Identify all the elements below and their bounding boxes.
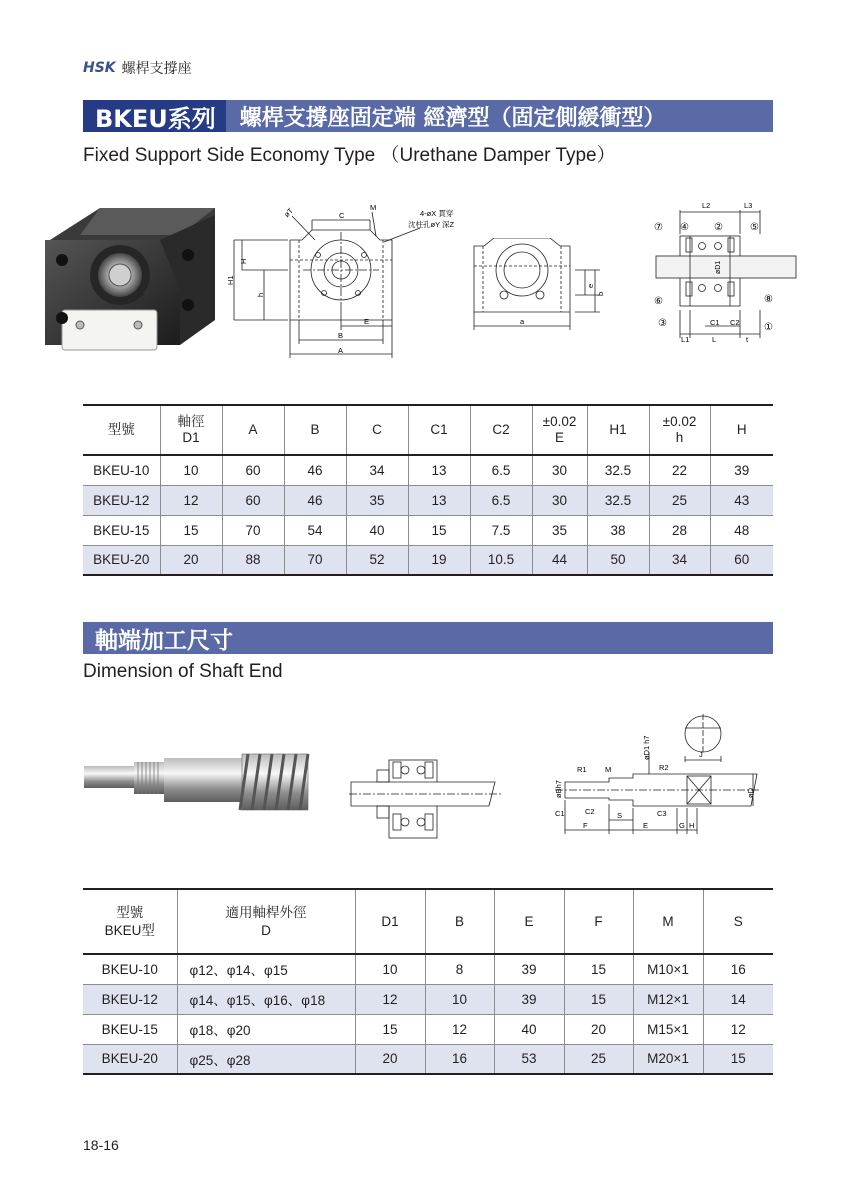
dim-C3-label: C3	[657, 809, 667, 818]
value-cell: 15	[564, 954, 633, 984]
dim-h-label: h	[256, 292, 265, 297]
value-cell: 12	[730, 1021, 746, 1037]
value-cell: 14	[703, 984, 773, 1014]
value-cell: 10.5	[470, 545, 532, 575]
value-cell: 70	[284, 545, 346, 575]
shaft-assembly-drawing	[345, 752, 505, 847]
dim-Bh7-label: øBh7	[554, 780, 563, 798]
model-cell: BKEU-12	[83, 984, 177, 1014]
value-cell: M15×1	[633, 1014, 703, 1044]
value-cell: φ14、φ15、φ16、φ18	[177, 984, 355, 1014]
dim-H-shaft-label: H	[689, 821, 695, 830]
value-cell: 6.5	[470, 455, 532, 485]
table-row	[83, 515, 773, 545]
value-cell: 15	[408, 515, 470, 545]
dim-e-label: e	[586, 283, 595, 288]
column-header: ±0.02 E	[532, 405, 587, 455]
value-cell: 7.5	[470, 515, 532, 545]
column-header: B	[425, 889, 494, 954]
value-cell: 32.5	[587, 455, 649, 485]
callout-5: ⑤	[750, 222, 759, 233]
callout-6: ⑥	[654, 296, 663, 307]
column-header: B	[284, 405, 346, 455]
header-brand	[83, 58, 192, 78]
value-cell: 12	[160, 485, 222, 515]
value-cell: 15	[564, 984, 633, 1014]
table-header-row	[83, 405, 773, 455]
dim-C2-label: C2	[730, 318, 740, 327]
dim-Y-label: 沈柱孔øY 深Z	[408, 220, 455, 229]
table-row	[83, 1044, 773, 1074]
column-header: D1	[355, 889, 425, 954]
value-cell: 25	[564, 1044, 633, 1074]
callout-4: ④	[680, 222, 689, 233]
value-cell: 13	[408, 485, 470, 515]
dim-E-shaft-label: E	[643, 821, 649, 830]
value-cell: 6.5	[470, 485, 532, 515]
column-header: ±0.02 h	[649, 405, 710, 455]
value-cell: 20	[564, 1014, 633, 1044]
table-row	[83, 1014, 773, 1044]
model-cell: BKEU-10	[83, 455, 160, 485]
value-cell: 30	[532, 485, 587, 515]
value-cell: 12	[425, 1014, 494, 1044]
value-cell: 40	[346, 515, 408, 545]
table-header-row	[83, 889, 773, 954]
value-cell: 15	[703, 1044, 773, 1074]
dim-F-label: F	[583, 821, 588, 830]
dim-t-label: t	[746, 335, 749, 344]
column-header: F	[564, 889, 633, 954]
value-cell: 28	[649, 515, 710, 545]
dim-M-shaft-label: M	[605, 765, 612, 774]
bottom-view-drawing	[470, 238, 610, 333]
column-header: C2	[470, 405, 532, 455]
value-cell: 19	[408, 545, 470, 575]
table-row	[83, 545, 773, 575]
brand-text: 螺桿支撐座	[121, 61, 192, 77]
value-cell: 34	[649, 545, 710, 575]
value-cell: φ18、φ20	[177, 1014, 355, 1044]
model-cell: BKEU-12	[83, 485, 160, 515]
section-title-bar	[83, 622, 773, 654]
column-header: 適用軸桿外徑 D	[177, 889, 355, 954]
dim-H1-label: H1	[226, 275, 235, 285]
table-row	[83, 455, 773, 485]
value-cell: 60	[222, 485, 284, 515]
value-cell: 16	[730, 961, 746, 977]
dim-S-label: S	[617, 811, 623, 820]
value-cell: 53	[494, 1044, 564, 1074]
value-cell: 88	[222, 545, 284, 575]
value-cell: 15	[355, 1014, 425, 1044]
dim-L-label: L	[712, 335, 717, 344]
column-header: 型號	[83, 405, 160, 455]
value-cell: M10×1	[633, 954, 703, 984]
column-header: 型號 BKEU型	[83, 889, 177, 954]
value-cell: 38	[587, 515, 649, 545]
value-cell: 22	[649, 455, 710, 485]
series-code: BKEU系列	[83, 100, 226, 132]
dim-C2-shaft-label: C2	[585, 807, 595, 816]
dim-A-label: A	[338, 346, 344, 355]
dim-D-label: øD	[746, 788, 755, 798]
value-cell: 46	[284, 485, 346, 515]
model-cell: BKEU-10	[83, 954, 177, 984]
column-header: H	[736, 422, 747, 437]
dim-L2-label: L2	[702, 201, 711, 210]
dim-H-label: H	[239, 258, 248, 264]
value-cell: φ25、φ28	[177, 1044, 355, 1074]
dim-J-label: J	[699, 750, 703, 759]
callout-8: ⑧	[764, 294, 773, 305]
column-header: C1	[408, 405, 470, 455]
value-cell: 44	[532, 545, 587, 575]
series-title-en: Fixed Support Side Economy Type （Urethane Damper Type）	[83, 145, 616, 166]
value-cell: 20	[160, 545, 222, 575]
ball-screw-photo	[82, 752, 312, 812]
value-cell: 39	[494, 954, 564, 984]
column-header: E	[494, 889, 564, 954]
table-row	[83, 485, 773, 515]
value-cell: 12	[355, 984, 425, 1014]
value-cell: 35	[532, 515, 587, 545]
section-title-cn: 軸端加工尺寸	[95, 627, 233, 654]
table-row	[83, 984, 773, 1014]
value-cell: M12×1	[633, 984, 703, 1014]
callout-3: ③	[658, 318, 667, 329]
value-cell: 30	[532, 455, 587, 485]
shaft-end-spec-table	[83, 888, 773, 1075]
value-cell: 10	[355, 954, 425, 984]
value-cell: 16	[425, 1044, 494, 1074]
shaft-end-dimension-drawing	[545, 712, 765, 840]
value-cell: 48	[734, 522, 750, 538]
dim-B-label: B	[338, 331, 344, 340]
value-cell: 54	[284, 515, 346, 545]
column-header: C	[346, 405, 408, 455]
value-cell: 34	[346, 455, 408, 485]
value-cell: 15	[160, 515, 222, 545]
support-unit-spec-table	[83, 404, 773, 576]
value-cell: 32.5	[587, 485, 649, 515]
page-number: 18-16	[83, 1137, 119, 1153]
value-cell: M20×1	[633, 1044, 703, 1074]
value-cell: 50	[587, 545, 649, 575]
value-cell: 8	[425, 954, 494, 984]
table-row	[83, 954, 773, 984]
callout-7: ⑦	[654, 222, 663, 233]
dim-C-label: C	[339, 211, 345, 220]
value-cell: 20	[355, 1044, 425, 1074]
value-cell: 43	[710, 485, 773, 515]
value-cell: 46	[284, 455, 346, 485]
value-cell: 40	[494, 1014, 564, 1044]
dim-R1-label: R1	[577, 765, 587, 774]
dim-D1h7-label: øD1 h7	[642, 735, 651, 760]
section-title-en: Dimension of Shaft End	[83, 661, 283, 682]
model-cell: BKEU-20	[83, 545, 160, 575]
dim-R2-label: R2	[659, 763, 669, 772]
front-view-drawing	[220, 198, 470, 363]
dim-C1-shaft-label: C1	[555, 809, 565, 818]
value-cell: 60	[222, 455, 284, 485]
dim-G-label: G	[679, 821, 685, 830]
value-cell: 39	[494, 984, 564, 1014]
column-header: S	[733, 913, 743, 929]
value-cell: 13	[408, 455, 470, 485]
dim-M-label: M	[370, 203, 377, 212]
callout-2: ②	[714, 222, 723, 233]
model-cell: BKEU-15	[83, 1014, 177, 1044]
value-cell: φ12、φ14、φ15	[177, 954, 355, 984]
value-cell: 10	[425, 984, 494, 1014]
model-cell: BKEU-15	[83, 515, 160, 545]
title-bar	[83, 100, 773, 132]
value-cell: 35	[346, 485, 408, 515]
column-header: M	[633, 889, 703, 954]
dim-a-label: a	[520, 317, 525, 326]
dim-D1-label: øD1	[715, 260, 722, 274]
support-unit-photo	[40, 200, 220, 360]
value-cell: 52	[346, 545, 408, 575]
model-cell: BKEU-20	[83, 1044, 177, 1074]
value-cell: 60	[710, 545, 773, 575]
dim-T-label: øT	[282, 206, 296, 220]
dim-E-label: E	[364, 317, 370, 326]
column-header: H1	[587, 405, 649, 455]
value-cell: 10	[160, 455, 222, 485]
brand-logo: HSK	[83, 60, 116, 76]
dim-L1-label: L1	[681, 335, 690, 344]
dim-b-label: b	[596, 291, 605, 296]
dim-L3-label: L3	[744, 201, 753, 210]
column-header: A	[222, 405, 284, 455]
dim-X-label: 4-øX 貫穿	[420, 209, 454, 218]
value-cell: 70	[222, 515, 284, 545]
column-header: 軸徑 D1	[160, 405, 222, 455]
value-cell: 25	[649, 485, 710, 515]
series-title-cn: 螺桿支撐座固定端 經濟型（固定側緩衝型）	[239, 105, 666, 131]
value-cell: 39	[734, 462, 750, 478]
section-view-drawing	[650, 198, 800, 348]
callout-1: ①	[764, 322, 773, 333]
dim-C1-label: C1	[710, 318, 720, 327]
